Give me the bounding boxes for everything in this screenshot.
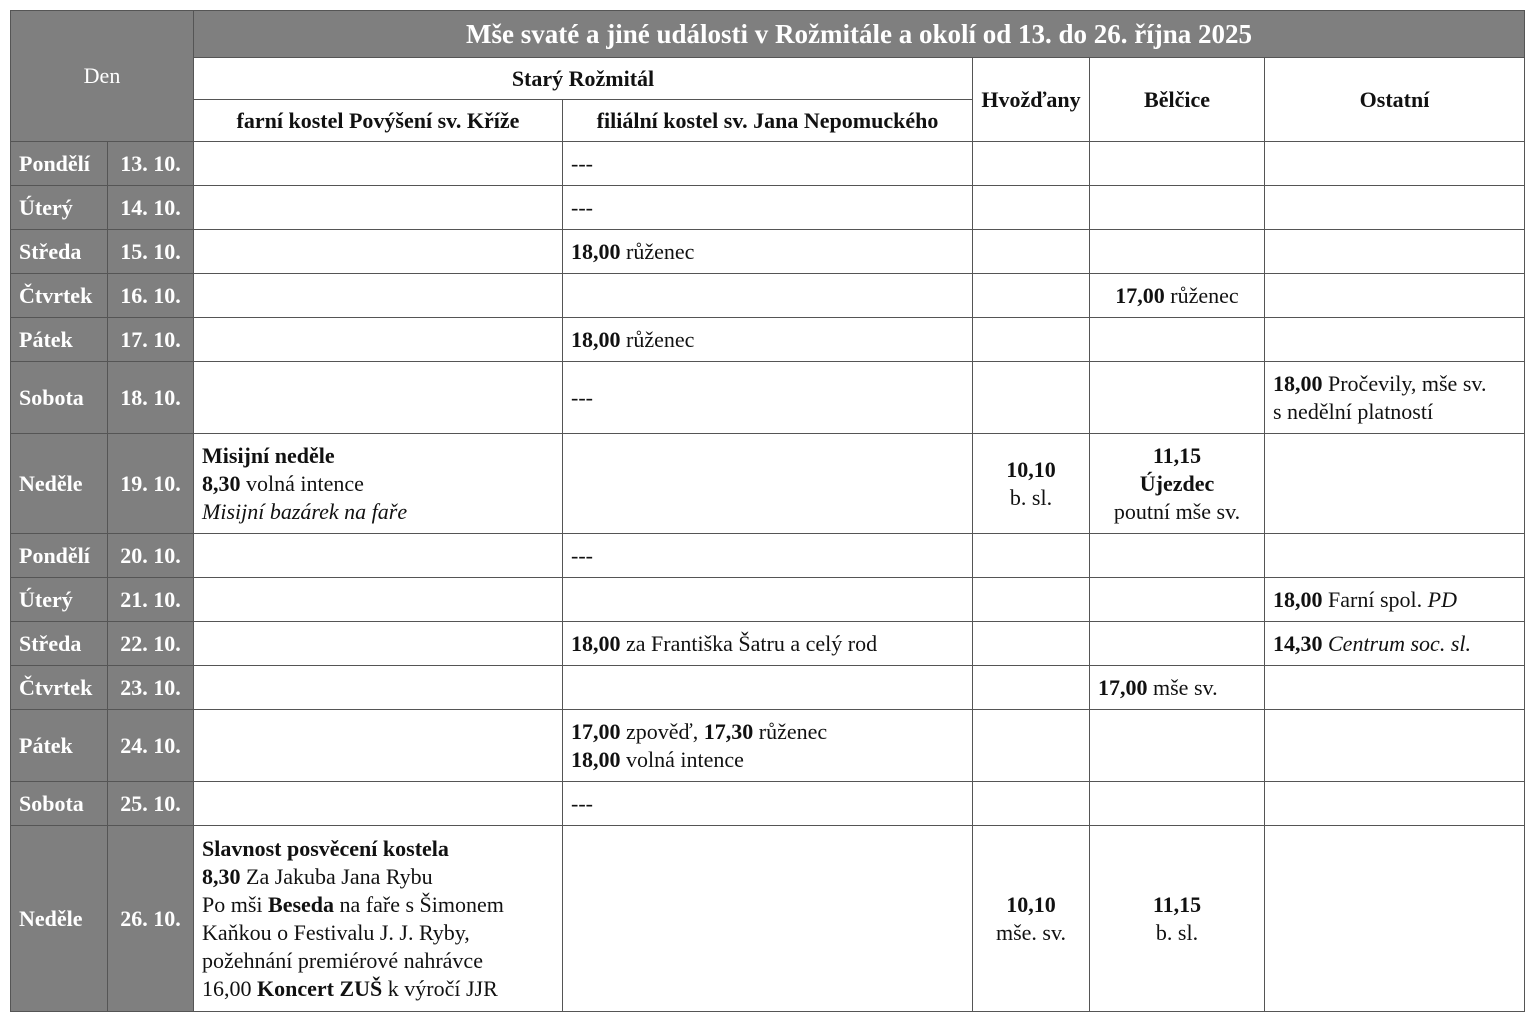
- event-place: Újezdec: [1139, 470, 1215, 496]
- day-date: 20. 10.: [108, 534, 194, 578]
- day-name: Pátek: [11, 710, 108, 782]
- filialni-cell: ---: [563, 362, 973, 434]
- ostatni-cell: [1265, 826, 1525, 1012]
- belcice-cell: [1090, 534, 1265, 578]
- belcice-cell: [1090, 578, 1265, 622]
- event-text: požehnání premiérové nahrávce: [202, 947, 483, 973]
- farni-cell: [194, 710, 563, 782]
- hvozdany-cell: [973, 666, 1090, 710]
- farni-kostel-header: farní kostel Povýšení sv. Kříže: [194, 100, 563, 142]
- belcice-cell: [1090, 318, 1265, 362]
- hvozdany-cell: [973, 782, 1090, 826]
- belcice-cell: [1090, 362, 1265, 434]
- day-name: Pondělí: [11, 142, 108, 186]
- belcice-cell: [1090, 186, 1265, 230]
- day-date: 13. 10.: [108, 142, 194, 186]
- event-time: 10,10: [1006, 456, 1056, 482]
- farni-cell: [194, 186, 563, 230]
- table-row: [11, 710, 1525, 782]
- belcice-cell: [1090, 230, 1265, 274]
- day-name: Úterý: [11, 186, 108, 230]
- ostatni-cell: [1265, 318, 1525, 362]
- event-time: 17,30: [703, 718, 754, 744]
- event-note: Centrum soc. sl.: [1322, 630, 1471, 656]
- filialni-cell: [563, 578, 973, 622]
- ostatni-cell: [1265, 666, 1525, 710]
- day-name: Sobota: [11, 362, 108, 434]
- farni-cell: [194, 434, 563, 534]
- day-name: Neděle: [11, 826, 108, 1012]
- ostatni-header: Ostatní: [1265, 58, 1525, 142]
- event-time: 18,00: [1273, 370, 1323, 396]
- day-name: Středa: [11, 230, 108, 274]
- belcice-cell: [1090, 142, 1265, 186]
- belcice-cell: [1090, 622, 1265, 666]
- ostatni-cell: [1265, 274, 1525, 318]
- event-time: 17,00: [1098, 674, 1148, 700]
- table-row: [11, 434, 1525, 534]
- filialni-cell: [563, 826, 973, 1012]
- event-time: 18,00: [571, 630, 621, 656]
- day-name: Úterý: [11, 578, 108, 622]
- event-text: zpověď,: [620, 718, 704, 744]
- filialni-cell: [563, 274, 973, 318]
- filialni-cell: ---: [563, 142, 973, 186]
- day-name: Pátek: [11, 318, 108, 362]
- table-row: [11, 318, 1525, 362]
- event-text: růženec: [1164, 282, 1239, 308]
- farni-cell: [194, 578, 563, 622]
- event-text: poutní mše sv.: [1113, 498, 1241, 524]
- farni-cell: [194, 142, 563, 186]
- hvozdany-cell: [973, 318, 1090, 362]
- belcice-cell: [1090, 710, 1265, 782]
- schedule-table: [10, 10, 1525, 1012]
- ostatni-cell: [1265, 434, 1525, 534]
- hvozdany-header: Hvožďany: [973, 58, 1090, 142]
- event-text: b. sl.: [1009, 484, 1053, 510]
- day-date: 16. 10.: [108, 274, 194, 318]
- farni-cell: [194, 826, 563, 1012]
- table-row: [11, 782, 1525, 826]
- event-text: Kaňkou o Festivalu J. J. Ryby,: [202, 919, 470, 945]
- event-text: mše. sv.: [995, 919, 1067, 945]
- belcice-cell: [1090, 274, 1265, 318]
- event-text: 16,00: [202, 975, 257, 1001]
- day-date: 14. 10.: [108, 186, 194, 230]
- ostatni-cell: [1265, 362, 1525, 434]
- event-time: 11,15: [1152, 891, 1202, 917]
- event-time: 11,15: [1152, 442, 1202, 468]
- day-date: 26. 10.: [108, 826, 194, 1012]
- event-time: 8,30: [202, 470, 241, 496]
- hvozdany-cell: [973, 186, 1090, 230]
- event-text: růženec: [753, 718, 828, 744]
- event-highlight: Beseda: [268, 891, 335, 917]
- day-date: 24. 10.: [108, 710, 194, 782]
- day-name: Neděle: [11, 434, 108, 534]
- belcice-cell: [1090, 666, 1265, 710]
- ostatni-cell: [1265, 578, 1525, 622]
- hvozdany-cell: [973, 274, 1090, 318]
- event-text: b. sl.: [1155, 919, 1199, 945]
- event-text: Pročevily, mše sv.: [1322, 370, 1487, 396]
- table-row: [11, 230, 1525, 274]
- hvozdany-cell: [973, 434, 1090, 534]
- farni-cell: [194, 274, 563, 318]
- filialni-kostel-header: filiální kostel sv. Jana Nepomuckého: [563, 100, 973, 142]
- event-note: Misijní bazárek na faře: [202, 498, 408, 524]
- event-note: PD: [1427, 586, 1457, 612]
- day-date: 23. 10.: [108, 666, 194, 710]
- event-title: Slavnost posvěcení kostela: [202, 835, 449, 861]
- event-highlight: Koncert ZUŠ: [257, 975, 383, 1001]
- farni-cell: [194, 782, 563, 826]
- event-time: 18,00: [1273, 586, 1323, 612]
- day-name: Čtvrtek: [11, 666, 108, 710]
- day-date: 22. 10.: [108, 622, 194, 666]
- farni-cell: [194, 230, 563, 274]
- filialni-cell: [563, 434, 973, 534]
- filialni-cell: ---: [563, 782, 973, 826]
- table-row: [11, 622, 1525, 666]
- filialni-cell: ---: [563, 186, 973, 230]
- event-text: Farní spol.: [1322, 586, 1428, 612]
- hvozdany-cell: [973, 362, 1090, 434]
- event-text: s nedělní platností: [1273, 398, 1434, 424]
- event-time: 18,00: [571, 326, 621, 352]
- filialni-cell: [563, 622, 973, 666]
- day-date: 15. 10.: [108, 230, 194, 274]
- filialni-cell: [563, 318, 973, 362]
- belcice-header: Bělčice: [1090, 58, 1265, 142]
- event-time: 8,30: [202, 863, 241, 889]
- belcice-cell: [1090, 434, 1265, 534]
- filialni-cell: [563, 710, 973, 782]
- event-time: 10,10: [1006, 891, 1056, 917]
- table-row: [11, 186, 1525, 230]
- day-name: Sobota: [11, 782, 108, 826]
- ostatni-cell: [1265, 782, 1525, 826]
- hvozdany-cell: [973, 826, 1090, 1012]
- table-row: [11, 826, 1525, 1012]
- day-name: Středa: [11, 622, 108, 666]
- event-title: Misijní neděle: [202, 442, 335, 468]
- day-date: 19. 10.: [108, 434, 194, 534]
- event-text: Po mši: [202, 891, 269, 917]
- event-time: 14,30: [1273, 630, 1323, 656]
- event-text: růženec: [620, 326, 695, 352]
- day-name: Čtvrtek: [11, 274, 108, 318]
- event-time: 17,00: [1115, 282, 1165, 308]
- event-text: za Františka Šatru a celý rod: [620, 630, 878, 656]
- day-date: 18. 10.: [108, 362, 194, 434]
- belcice-cell: [1090, 782, 1265, 826]
- belcice-cell: [1090, 826, 1265, 1012]
- hvozdany-cell: [973, 534, 1090, 578]
- event-text: volná intence: [620, 746, 744, 772]
- hvozdany-cell: [973, 710, 1090, 782]
- event-text: růženec: [620, 238, 695, 264]
- event-text: mše sv.: [1147, 674, 1218, 700]
- ostatni-cell: [1265, 710, 1525, 782]
- day-date: 17. 10.: [108, 318, 194, 362]
- day-date: 21. 10.: [108, 578, 194, 622]
- ostatni-cell: [1265, 230, 1525, 274]
- event-text: na faře s Šimonem: [334, 891, 504, 917]
- table-row: [11, 362, 1525, 434]
- table-row: [11, 534, 1525, 578]
- filialni-cell: [563, 230, 973, 274]
- filialni-cell: ---: [563, 534, 973, 578]
- event-text: volná intence: [240, 470, 364, 496]
- ostatni-cell: [1265, 534, 1525, 578]
- farni-cell: [194, 666, 563, 710]
- farni-cell: [194, 362, 563, 434]
- hvozdany-cell: [973, 622, 1090, 666]
- day-date: 25. 10.: [108, 782, 194, 826]
- table-row: [11, 142, 1525, 186]
- day-name: Pondělí: [11, 534, 108, 578]
- table-row: [11, 666, 1525, 710]
- farni-cell: [194, 534, 563, 578]
- hvozdany-cell: [973, 578, 1090, 622]
- event-text: Za Jakuba Jana Rybu: [240, 863, 433, 889]
- event-time: 17,00: [571, 718, 621, 744]
- table-row: [11, 274, 1525, 318]
- hvozdany-cell: [973, 142, 1090, 186]
- page-title: Mše svaté a jiné události v Rožmitále a okolí od 13. do 26. října 2025: [194, 11, 1525, 58]
- event-time: 18,00: [571, 746, 621, 772]
- farni-cell: [194, 318, 563, 362]
- ostatni-cell: [1265, 142, 1525, 186]
- farni-cell: [194, 622, 563, 666]
- event-text: k výročí JJR: [382, 975, 498, 1001]
- ostatni-cell: [1265, 622, 1525, 666]
- stary-rozmital-header: Starý Rožmitál: [194, 58, 973, 100]
- ostatni-cell: [1265, 186, 1525, 230]
- table-row: [11, 578, 1525, 622]
- den-header: Den: [11, 11, 194, 142]
- filialni-cell: [563, 666, 973, 710]
- event-time: 18,00: [571, 238, 621, 264]
- hvozdany-cell: [973, 230, 1090, 274]
